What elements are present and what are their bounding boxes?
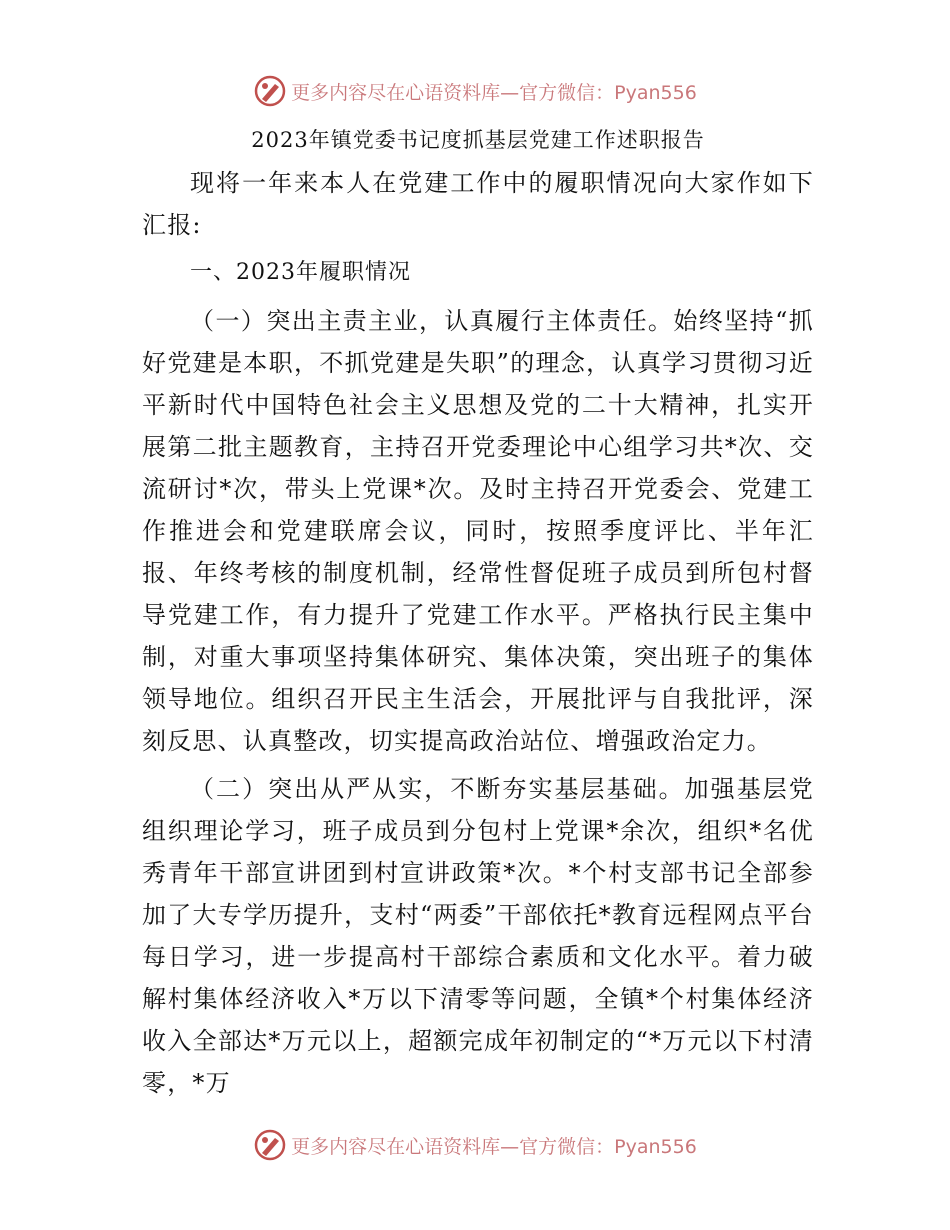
watermark-text: 更多内容尽在心语资料库—官方微信：Pyan556 (291, 1135, 697, 1158)
document-title: 2023年镇党委书记度抓基层党建工作述职报告 (251, 128, 705, 152)
pen-logo-icon (253, 74, 287, 108)
watermark-text: 更多内容尽在心语资料库—官方微信：Pyan556 (291, 81, 697, 104)
watermark-header (0, 74, 950, 108)
watermark-footer (0, 1128, 950, 1162)
intro-paragraph: 现将一年来本人在党建工作中的履职情况向大家作如下汇报: (142, 169, 814, 239)
section-heading: 一、2023年履职情况 (190, 260, 411, 285)
paragraph-2: （二）突出从严从实，不断夯实基层基础。加强基层党组织理论学习，班子成员到分包村上党课*余次，组织*名优秀青年干部宣讲团到村宣讲政策*次。*个村支部书记全部参加了大专学历提升，支村“两委”干部依托*教育远程网点平台每日学习，进一步提高村干部综合素质和文化水平。着力破解村集体经济收入*万以下清零等问题，全镇*个村集体经济收入全部达*万元以上，超额完成年初制定的“*万元以下村清零，*万 (142, 775, 814, 1097)
paragraph-1: （一）突出主责主业，认真履行主体责任。始终坚持“抓好党建是本职，不抓党建是失职”的理念，认真学习贯彻习近平新时代中国特色社会主义思想及党的二十大精神，扎实开展第二批主题教育，主持召开党委理论中心组学习共*次、交流研讨*次，带头上党课*次。及时主持召开党委会、党建工作推进会和党建联席会议，同时，按照季度评比、半年汇报、年终考核的制度机制，经常性督促班子成员到所包村督导党建工作，有力提升了党建工作水平。严格执行民主集中制，对重大事项坚持集体研究、集体决策，突出班子的集体领导地位。组织召开民主生活会，开展批评与自我批评，深刻反思、认真整改，切实提高政治站位、增强政治定力。 (142, 307, 814, 755)
pen-logo-icon (253, 1128, 287, 1162)
document-body (142, 120, 814, 1110)
